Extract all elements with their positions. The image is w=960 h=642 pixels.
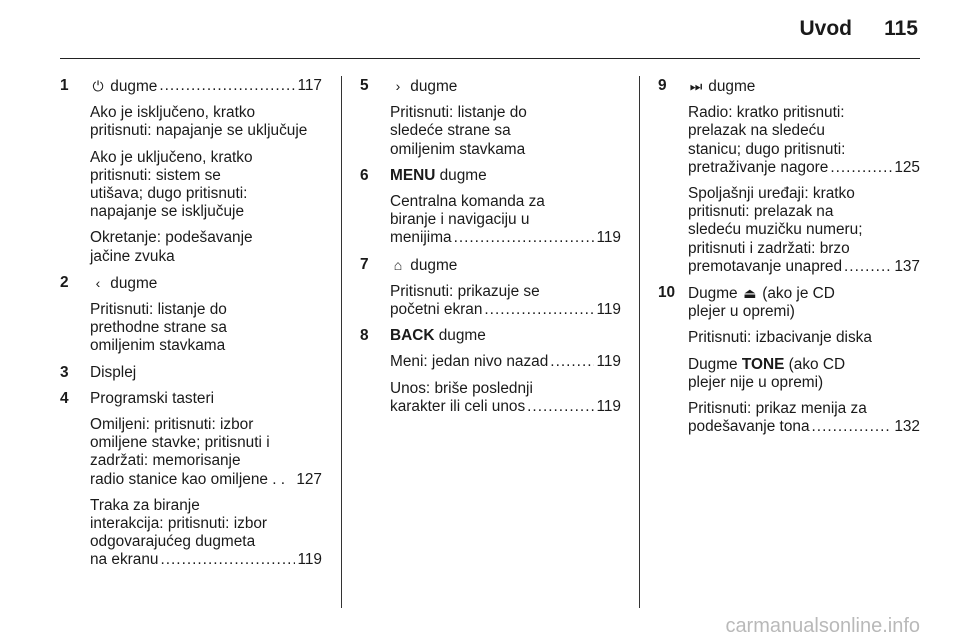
entry-number: 3 <box>60 363 69 381</box>
text-line: omiljenim stavkama <box>390 140 526 158</box>
leader-line <box>390 229 621 247</box>
text-line: karakter ili celi unos <box>390 397 526 415</box>
page-ref: 117 <box>297 77 322 94</box>
eject-icon: ⏏ <box>743 285 757 302</box>
title-text: dugme <box>410 256 458 274</box>
leader-line <box>688 159 920 177</box>
paragraph <box>688 329 920 347</box>
title-text: (ako je CD <box>762 285 835 303</box>
paragraph <box>90 301 322 356</box>
entry-title <box>390 77 621 96</box>
skip-forward-icon: ⏭ <box>689 78 703 94</box>
title-text: dugme <box>708 78 756 95</box>
page-ref: 127 <box>296 470 322 488</box>
entry-title <box>688 284 920 303</box>
text-line: premotavanje unapred <box>688 257 843 275</box>
entry-title <box>390 327 621 345</box>
paragraph <box>688 400 920 436</box>
column-divider-2 <box>639 76 640 608</box>
text-line: sledeće strane sa <box>390 122 511 140</box>
title-text: dugme <box>439 166 487 184</box>
text-line: prelazak na sledeću <box>688 122 825 140</box>
text-line: menijima <box>390 229 452 247</box>
text-line: odgovarajućeg dugmeta <box>90 533 256 551</box>
text-line: Meni: jedan nivo nazad <box>390 353 549 371</box>
paragraph <box>390 283 621 319</box>
entry-title <box>390 167 621 185</box>
paragraph <box>390 193 621 248</box>
text-line: pritisnuti: sistem se <box>90 166 221 184</box>
title-text: dugme <box>110 274 158 292</box>
entry-8 <box>360 327 621 416</box>
entry-number: 6 <box>360 166 369 184</box>
entry-4 <box>60 390 322 570</box>
text-line <box>688 356 920 374</box>
text-line: Centralna komanda za <box>390 193 545 211</box>
entry-number: 2 <box>60 273 69 291</box>
page-ref: 119 <box>297 551 322 569</box>
chevron-right-icon: › <box>395 78 401 94</box>
entry-title <box>688 77 920 96</box>
button-name: TONE <box>741 355 785 373</box>
text-line: napajanje se isključuje <box>90 203 245 221</box>
entry-title <box>390 256 621 275</box>
column-3 <box>658 77 920 444</box>
paragraph <box>688 356 920 392</box>
text-line: Unos: briše poslednji <box>390 379 533 397</box>
text-line: Pritisnuti: izbacivanje diska <box>688 329 872 347</box>
leader-line <box>390 398 621 416</box>
section-title: Uvod <box>799 17 852 40</box>
text-line: pritisnuti i zadržati: brzo <box>688 239 850 257</box>
entry-3 <box>60 364 322 382</box>
chevron-left-icon: ‹ <box>95 274 101 291</box>
text-line: biranje i navigaciju u <box>390 211 530 229</box>
paragraph <box>390 353 621 371</box>
text-line: na ekranu <box>90 551 159 569</box>
text-line: plejer u opremi) <box>688 303 795 321</box>
page-ref: 119 <box>596 353 621 371</box>
entry-number: 5 <box>360 77 369 94</box>
paragraph <box>390 104 621 159</box>
text-line: podešavanje tona <box>688 418 810 436</box>
page-number: 115 <box>884 17 918 40</box>
text-line: utišava; dugo pritisnuti: <box>90 185 248 203</box>
text-line: početni ekran <box>390 301 483 319</box>
entry-7 <box>360 256 621 320</box>
button-name: MENU <box>390 166 436 184</box>
text-line: sledeću muzičku numeru; <box>688 221 863 239</box>
header-rule <box>60 58 920 59</box>
paragraph <box>688 185 920 276</box>
entry-number: 7 <box>360 255 369 273</box>
text-span: (ako CD <box>788 355 846 373</box>
watermark: carmanualsonline.info <box>725 615 920 637</box>
text-line: Radio: kratko pritisnuti: <box>688 104 845 122</box>
text-line: Omiljeni: pritisnuti: izbor <box>90 416 254 434</box>
text-line: Pritisnuti: prikaz menija za <box>688 400 867 418</box>
paragraph <box>688 104 920 177</box>
entry-5 <box>360 77 621 159</box>
text-line: jačine zvuka <box>90 247 175 265</box>
text-line: pritisnuti: prelazak na <box>688 203 834 221</box>
paragraph <box>90 104 322 140</box>
page-ref: 119 <box>596 229 621 247</box>
entry-title: Displej <box>90 363 137 381</box>
entry-number: 4 <box>60 389 69 407</box>
text-line: prethodne strane sa <box>90 319 227 337</box>
text-line: pretraživanje nagore <box>688 158 829 176</box>
leader-line <box>90 551 322 569</box>
text-line: pritisnuti: napajanje se uključuje <box>90 122 308 140</box>
text-line: Traka za biranje <box>90 496 200 514</box>
column-1 <box>60 77 322 578</box>
entry-1 <box>60 77 322 266</box>
entry-title <box>90 77 322 96</box>
entry-6 <box>360 167 621 248</box>
entry-title: Programski tasteri <box>90 389 215 407</box>
entry-2 <box>60 274 322 356</box>
text-line: omiljene stavke; pritisnuti i <box>90 434 270 452</box>
entry-number: 1 <box>60 77 69 94</box>
text-line: Ako je uključeno, kratko <box>90 148 253 166</box>
paragraph <box>90 497 322 570</box>
text-line: Spoljašnji uređaji: kratko <box>688 185 855 203</box>
page-ref: 119 <box>596 397 621 415</box>
text-line: Pritisnuti: listanje do <box>390 104 527 122</box>
text-span: Dugme <box>688 355 738 373</box>
entry-title <box>90 274 322 293</box>
title-text: dugme <box>410 78 458 95</box>
title-text: dugme <box>110 78 158 95</box>
page-header <box>0 0 960 60</box>
text-line: Ako je isključeno, kratko <box>90 104 256 122</box>
button-name: BACK <box>390 327 435 345</box>
text-line: plejer nije u opremi) <box>688 373 824 391</box>
paragraph <box>390 380 621 416</box>
entry-number: 10 <box>658 284 676 302</box>
leader-line <box>688 258 920 276</box>
entry-number: 9 <box>658 77 667 94</box>
entry-10 <box>658 284 920 436</box>
leader-line <box>688 418 920 436</box>
text-line: interakcija: pritisnuti: izbor <box>90 515 268 533</box>
text-line: zadržati: memorisanje <box>90 452 241 470</box>
column-2 <box>360 77 621 424</box>
text-line: Pritisnuti: prikazuje se <box>390 282 540 300</box>
text-line: Okretanje: podešavanje <box>90 229 253 247</box>
page-ref: 132 <box>894 418 920 436</box>
leader-line <box>90 471 322 489</box>
text-line: radio stanice kao omiljene . . <box>90 470 286 488</box>
entry-number: 8 <box>360 327 369 345</box>
leader-line <box>390 301 621 319</box>
page-ref: 125 <box>894 158 920 176</box>
page-ref: 137 <box>894 257 920 275</box>
leader-line <box>390 353 621 371</box>
power-icon: ⏻ <box>92 78 104 94</box>
column-divider-1 <box>341 76 342 608</box>
paragraph <box>90 229 322 265</box>
text-line: omiljenim stavkama <box>90 337 226 355</box>
text-line: Pritisnuti: listanje do <box>90 301 227 319</box>
title-text: Dugme <box>688 285 738 303</box>
entry-9 <box>658 77 920 276</box>
paragraph <box>90 149 322 222</box>
page-ref: 119 <box>596 301 621 319</box>
text-line: stanicu; dugo pritisnuti: <box>688 140 846 158</box>
paragraph <box>90 416 322 489</box>
home-icon: ⌂ <box>393 256 403 273</box>
title-text: dugme <box>438 327 486 345</box>
